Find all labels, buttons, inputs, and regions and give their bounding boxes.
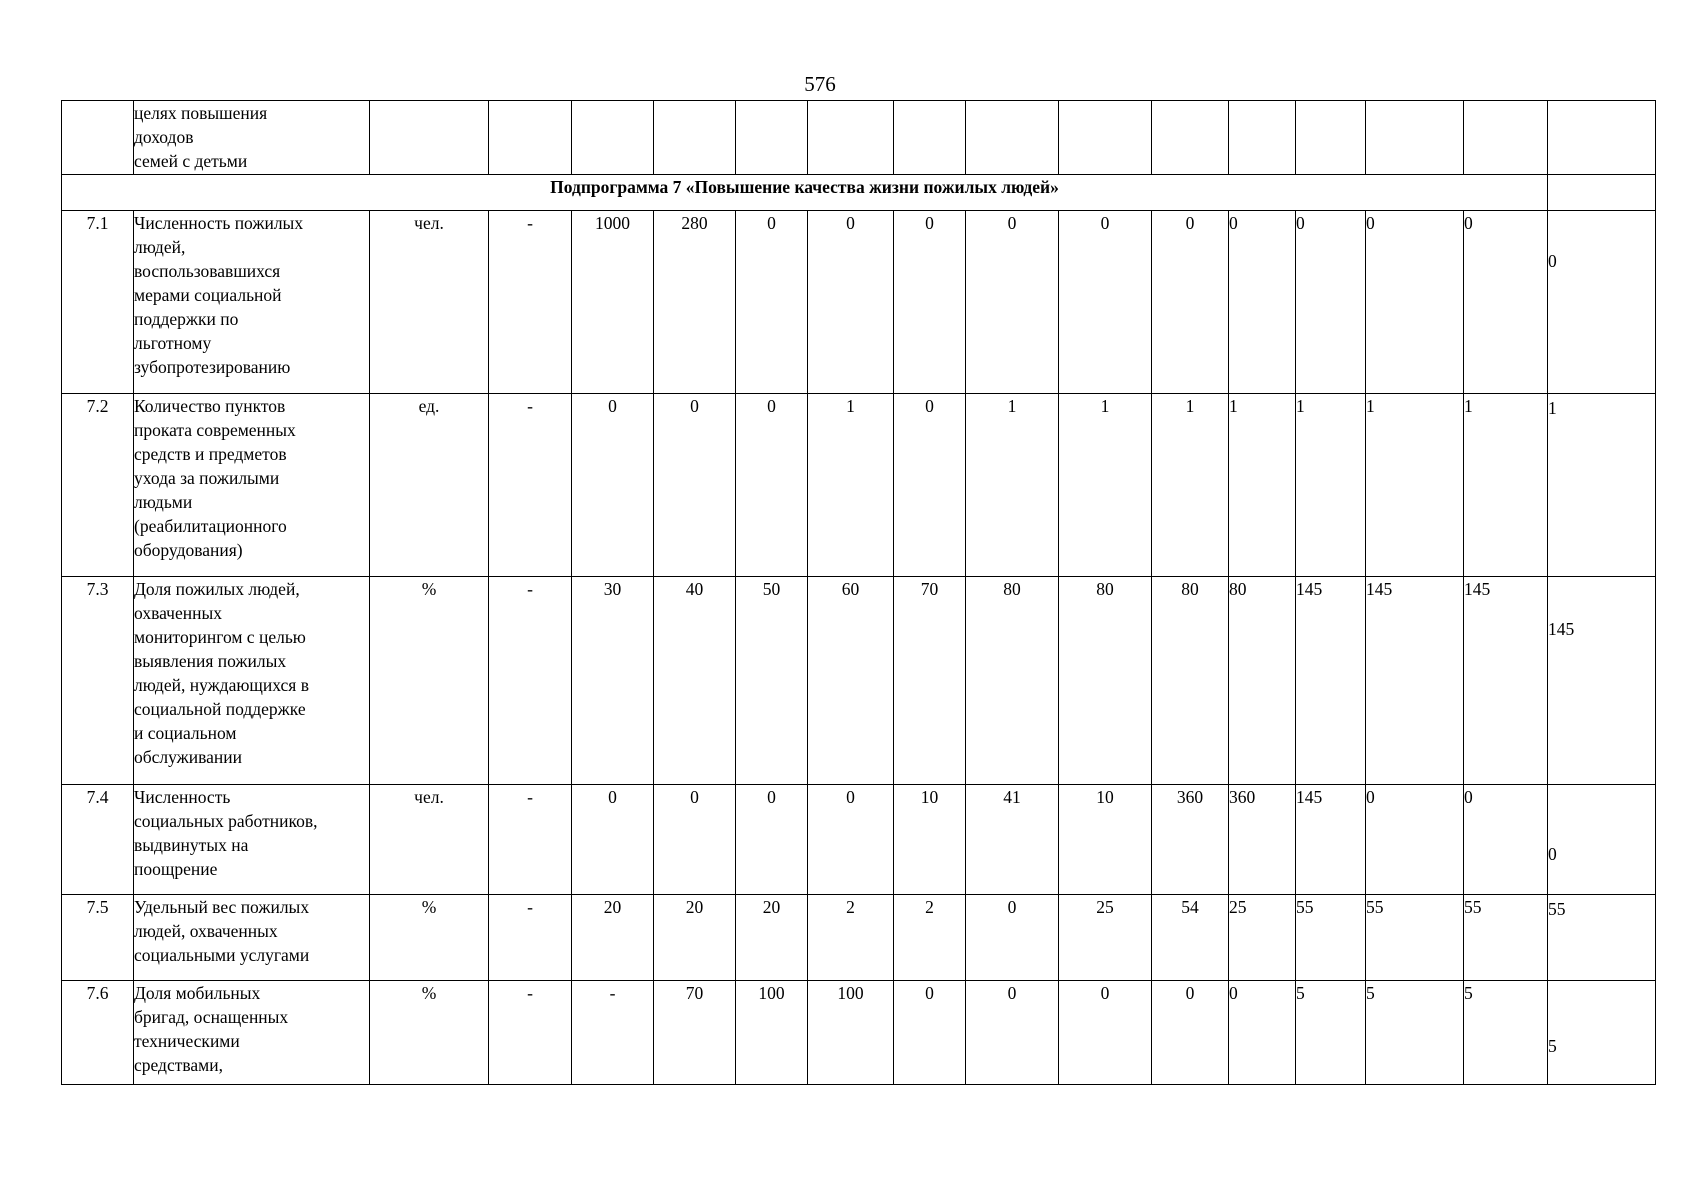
value-cell-last: 5 xyxy=(1548,981,1656,1085)
name-line: социальных работников, xyxy=(134,811,318,831)
value-cell: 25 xyxy=(1059,895,1152,981)
name-line: мерами социальной xyxy=(134,285,282,305)
value-cell: 1 xyxy=(966,394,1059,577)
cell-empty xyxy=(1548,175,1656,211)
cell-value xyxy=(808,101,894,175)
value-cell: 55 xyxy=(1296,895,1366,981)
value-cell: 1 xyxy=(1152,394,1229,577)
value-cell: 30 xyxy=(572,577,654,785)
value-cell: 10 xyxy=(1059,785,1152,895)
table-row xyxy=(62,785,1656,895)
name-line: людей, охваченных xyxy=(134,921,278,941)
cell-value xyxy=(1152,101,1229,175)
row-number: 7.2 xyxy=(62,394,134,577)
value-cell: 0 xyxy=(808,785,894,895)
name-line: зубопротезированию xyxy=(134,357,291,377)
value-cell: 280 xyxy=(654,211,736,394)
indicator-name xyxy=(134,981,370,1085)
value-cell: 20 xyxy=(736,895,808,981)
value-cell: 0 xyxy=(1059,981,1152,1085)
name-line: поощрение xyxy=(134,859,218,879)
name-line: и социальном xyxy=(134,723,237,743)
indicator-table xyxy=(61,100,1656,1085)
name-line: техническими xyxy=(134,1031,240,1051)
name-line: Доля мобильных xyxy=(134,983,261,1003)
value-cell: 0 xyxy=(1152,981,1229,1085)
value-cell: 100 xyxy=(808,981,894,1085)
name-line: бригад, оснащенных xyxy=(134,1007,289,1027)
cell-value xyxy=(736,101,808,175)
value-cell: 145 xyxy=(1296,577,1366,785)
value-cell: 0 xyxy=(966,981,1059,1085)
value-cell: 0 xyxy=(1152,211,1229,394)
value-cell: 54 xyxy=(1152,895,1229,981)
value-cell: 80 xyxy=(1059,577,1152,785)
subprogram-row xyxy=(62,175,1656,211)
value-cell: 145 xyxy=(1464,577,1548,785)
value-cell: 0 xyxy=(1229,211,1296,394)
unit: % xyxy=(370,981,489,1085)
value-cell: - xyxy=(489,211,572,394)
name-line: семей с детьми xyxy=(134,151,248,171)
value-cell: 0 xyxy=(1464,211,1548,394)
value-cell: 0 xyxy=(736,211,808,394)
name-line: Удельный вес пожилых xyxy=(134,897,310,917)
value-cell: 55 xyxy=(1464,895,1548,981)
value-cell: 1 xyxy=(1059,394,1152,577)
cell-value xyxy=(489,101,572,175)
value-cell: 2 xyxy=(894,895,966,981)
value-cell: 5 xyxy=(1296,981,1366,1085)
value-cell: 80 xyxy=(1152,577,1229,785)
value-cell: 55 xyxy=(1366,895,1464,981)
name-line: выявления пожилых xyxy=(134,651,287,671)
name-line: льготному xyxy=(134,333,212,353)
value-cell: 80 xyxy=(1229,577,1296,785)
value-cell: 145 xyxy=(1366,577,1464,785)
cell-value xyxy=(654,101,736,175)
value-cell: 0 xyxy=(894,211,966,394)
name-line: Количество пунктов xyxy=(134,396,286,416)
cell-value xyxy=(966,101,1059,175)
name-line: Численность xyxy=(134,787,231,807)
value-cell: 25 xyxy=(1229,895,1296,981)
cell-value xyxy=(1059,101,1152,175)
unit: % xyxy=(370,895,489,981)
value-cell: 0 xyxy=(966,895,1059,981)
table-row xyxy=(62,577,1656,785)
name-line: Доля пожилых людей, xyxy=(134,579,300,599)
value-cell: 5 xyxy=(1366,981,1464,1085)
name-line: оборудования) xyxy=(134,540,243,560)
value-cell: 0 xyxy=(1366,211,1464,394)
value-cell: 41 xyxy=(966,785,1059,895)
row-number: 7.1 xyxy=(62,211,134,394)
value-cell-last: 0 xyxy=(1548,785,1656,895)
value-cell: 0 xyxy=(654,394,736,577)
value-cell: 1 xyxy=(1296,394,1366,577)
unit: чел. xyxy=(370,211,489,394)
row-number: 7.4 xyxy=(62,785,134,895)
indicator-name xyxy=(134,394,370,577)
name-line: (реабилитационного xyxy=(134,516,287,536)
row-number: 7.5 xyxy=(62,895,134,981)
value-cell: 40 xyxy=(654,577,736,785)
value-cell: 0 xyxy=(1464,785,1548,895)
name-line: социальной поддержке xyxy=(134,699,306,719)
value-cell: 145 xyxy=(1296,785,1366,895)
unit: чел. xyxy=(370,785,489,895)
name-line: охваченных xyxy=(134,603,222,623)
value-cell: 0 xyxy=(654,785,736,895)
name-line: людей, нуждающихся в xyxy=(134,675,309,695)
value-cell: 0 xyxy=(572,394,654,577)
table-row xyxy=(62,981,1656,1085)
row-number: 7.3 xyxy=(62,577,134,785)
value-cell: 1 xyxy=(1229,394,1296,577)
value-cell: 70 xyxy=(654,981,736,1085)
table-row xyxy=(62,211,1656,394)
value-cell: - xyxy=(489,785,572,895)
value-cell: - xyxy=(572,981,654,1085)
cell-value xyxy=(1464,101,1548,175)
value-cell: 80 xyxy=(966,577,1059,785)
value-cell: 0 xyxy=(1229,981,1296,1085)
table-row xyxy=(62,895,1656,981)
table-row xyxy=(62,394,1656,577)
name-line: социальными услугами xyxy=(134,945,310,965)
value-cell: 1 xyxy=(808,394,894,577)
cell-num xyxy=(62,101,134,175)
value-cell: 70 xyxy=(894,577,966,785)
value-cell: 50 xyxy=(736,577,808,785)
name-line: людьми xyxy=(134,492,193,512)
cell-value xyxy=(1296,101,1366,175)
value-cell: 20 xyxy=(654,895,736,981)
row-number: 7.6 xyxy=(62,981,134,1085)
cell-value xyxy=(1548,101,1656,175)
value-cell: 5 xyxy=(1464,981,1548,1085)
value-cell: 20 xyxy=(572,895,654,981)
value-cell: - xyxy=(489,394,572,577)
name-line: Численность пожилых xyxy=(134,213,304,233)
name-line: людей, xyxy=(134,237,186,257)
value-cell: 0 xyxy=(894,394,966,577)
value-cell: 0 xyxy=(1366,785,1464,895)
value-cell: 0 xyxy=(736,785,808,895)
cell-value xyxy=(894,101,966,175)
name-line: воспользовавшихся xyxy=(134,261,281,281)
page-number: 576 xyxy=(804,72,836,96)
table-row-continued xyxy=(62,101,1656,175)
name-line: выдвинутых на xyxy=(134,835,249,855)
value-cell: 1 xyxy=(1366,394,1464,577)
value-cell: 10 xyxy=(894,785,966,895)
cell-value xyxy=(1229,101,1296,175)
value-cell: 0 xyxy=(966,211,1059,394)
value-cell: 0 xyxy=(808,211,894,394)
value-cell: 2 xyxy=(808,895,894,981)
subprogram-title: Подпрограмма 7 «Повышение качества жизни пожилых людей» xyxy=(62,175,1548,211)
value-cell: 1 xyxy=(1464,394,1548,577)
value-cell: - xyxy=(489,895,572,981)
name-line: средств и предметов xyxy=(134,444,287,464)
cell-value xyxy=(1366,101,1464,175)
indicator-name xyxy=(134,785,370,895)
value-cell: 0 xyxy=(1296,211,1366,394)
value-cell: 0 xyxy=(894,981,966,1085)
name-line: ухода за пожилыми xyxy=(134,468,280,488)
value-cell: 0 xyxy=(736,394,808,577)
value-cell: - xyxy=(489,981,572,1085)
value-cell: 1000 xyxy=(572,211,654,394)
cell-unit xyxy=(370,101,489,175)
cell-value xyxy=(572,101,654,175)
name-line: поддержки по xyxy=(134,309,239,329)
value-cell-last: 1 xyxy=(1548,394,1656,577)
value-cell-last: 145 xyxy=(1548,577,1656,785)
name-line: средствами, xyxy=(134,1055,223,1075)
name-line: доходов xyxy=(134,127,194,147)
unit: ед. xyxy=(370,394,489,577)
value-cell: 0 xyxy=(572,785,654,895)
value-cell-last: 0 xyxy=(1548,211,1656,394)
cell-name xyxy=(134,101,370,175)
value-cell: - xyxy=(489,577,572,785)
value-cell-last: 55 xyxy=(1548,895,1656,981)
name-line: проката современных xyxy=(134,420,296,440)
unit: % xyxy=(370,577,489,785)
name-line: обслуживании xyxy=(134,747,243,767)
indicator-name xyxy=(134,895,370,981)
indicator-name xyxy=(134,577,370,785)
value-cell: 360 xyxy=(1152,785,1229,895)
name-line: целях повышения xyxy=(134,103,268,123)
value-cell: 60 xyxy=(808,577,894,785)
name-line: мониторингом с целью xyxy=(134,627,306,647)
value-cell: 0 xyxy=(1059,211,1152,394)
value-cell: 360 xyxy=(1229,785,1296,895)
indicator-name xyxy=(134,211,370,394)
value-cell: 100 xyxy=(736,981,808,1085)
